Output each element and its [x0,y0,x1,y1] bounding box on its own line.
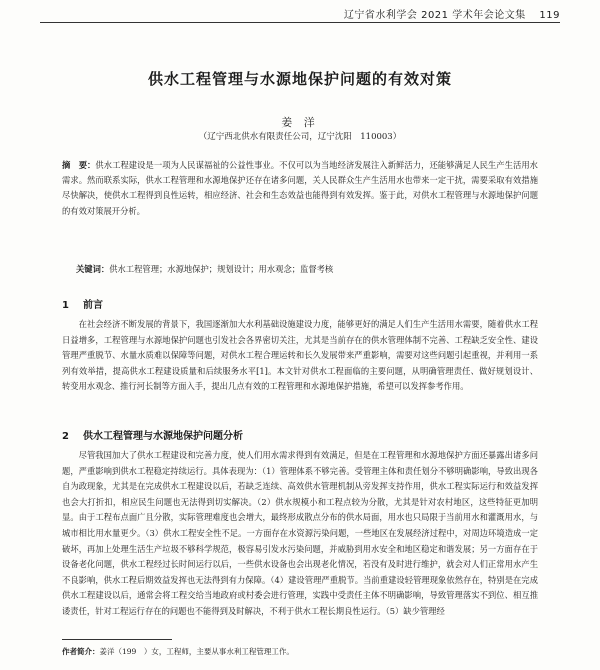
abstract-label: 摘 要： [62,160,96,170]
running-head [344,6,560,21]
section-number: 1 [62,300,69,311]
keywords-label: 关键词： [76,264,110,274]
author-name: 姜 洋 [281,116,319,129]
abstract-text: 供水工程建设是一项为人民谋福祉的公益性事业。不仅可以为当地经济发展注入新鲜活力，还能够满足人民生产生活用水需求。然而联系实际，供水工程管理和水源地保护还存在诸多问题，关人民群众生产生活用水也带来一定干扰，需要采取有效措施尽快解决，使供水工程得到良性运转，相应经济、社会和生态效益也能得到有效发挥。鉴于此，对供水工程管理与水源地保护问题的有效对策展开分析。 [62,160,538,216]
header-rule [40,22,560,23]
abstract [62,158,538,219]
journal-name: 辽宁省水利学会 2021 学术年会论文集 [343,10,526,21]
footnote-text: 姜洋（199 ）女，工程师，主要从事水利工程管理工作。 [99,647,294,656]
section-heading-1 [62,296,103,311]
section-2-paragraph: 尽管我国加大了供水工程建设和完善力度，使人们用水需求得到有效满足，但是在工程管理和水源地保护方面还暴露出诸多问题，严重影响到供水工程稳定持续运行。具体表现为：（1）管理体系不够完善。受管理主体和责任划分不够明确影响，导致出现各自为政现象，尤其是在完成供水工程建设以后，若缺乏连续、高效供水管理机制从旁发挥支持作用，供水工程实际运行和效益发挥也会大打折扣，相应民生问题也无法得到切实解决。（2）供水规模小和工程点较为分散，尤其是针对农村地区，这些特征更加明显。由于工程布点面广且分散，实际管理难度也会增大，最终形成散点分布的供水局面，用水也只局限于当前用水和灌溉用水，与城市相比用水量更少。（3）供水工程安全性不足。一方面存在水资源污染问题，一些地区在发展经济过程中，对周边环境造成一定破坏，再加上处理生活生产垃圾不够科学规范，极容易引发水污染问题，并威胁到用水安全和地区稳定和谐发展；另一方面存在于设备老化问题，供水工程经过长时间运行以后，一些供水设备也会出现老化情况，若没有及时进行维护，就会对人们正常用水产生不良影响，供水工程后期效益发挥也无法得到有力保障。（4）建设管理严重脱节。当前重建设轻管理现象依然存在，特别是在完成供水工程建设以后，通常会将工程交给当地政府或村委会进行管理，实践中受责任主体不明确影响，导致管理落实不到位、相互推诿责任，针对工程运行存在的问题也不能得到及时解决，不利于供水工程长期良性运行。（5）缺少管理经 [62,450,538,616]
keywords [76,263,538,275]
author-footnote [62,646,294,657]
author-affiliation: （辽宁西北供水有限责任公司，辽宁沈阳 110003） [198,132,402,142]
section-title: 供水工程管理与水源地保护问题分析 [82,431,243,442]
section-title: 前言 [82,300,103,311]
page-number: 119 [539,10,560,21]
section-number: 2 [62,431,69,442]
section-1-paragraph: 在社会经济不断发展的背景下，我国逐渐加大水利基础设施建设力度，能够更好的满足人们生产生活用水需要，随着供水工程日益增多，工程管理与水源地保护问题也引发社会各界密切关注，尤其是当前存在的供水管理体制不完善、工程缺乏安全性、建设管理严重脱节、水量水质难以保障等问题，对供水工程合理运转和长久发展带来严重影响，需要对这些问题引起重视，并利用一系列有效举措，提高供水工程建设质量和后续服务水平[1]。本文针对供水工程面临的主要问题，从明确管理责任、做好规划设计、转变用水观念、推行河长制等方面入手，提出几点有效的工程管理和水源地保护措施，希望可以发挥参考作用。 [62,319,538,392]
keywords-text: 供水工程管理；水源地保护；规划设计；用水观念；监督考核 [109,264,334,274]
footnote-label: 作者简介： [62,647,100,656]
section-heading-2 [62,427,243,442]
paper-title: 供水工程管理与水源地保护问题的有效对策 [147,70,452,88]
footnote-rule [62,639,172,640]
